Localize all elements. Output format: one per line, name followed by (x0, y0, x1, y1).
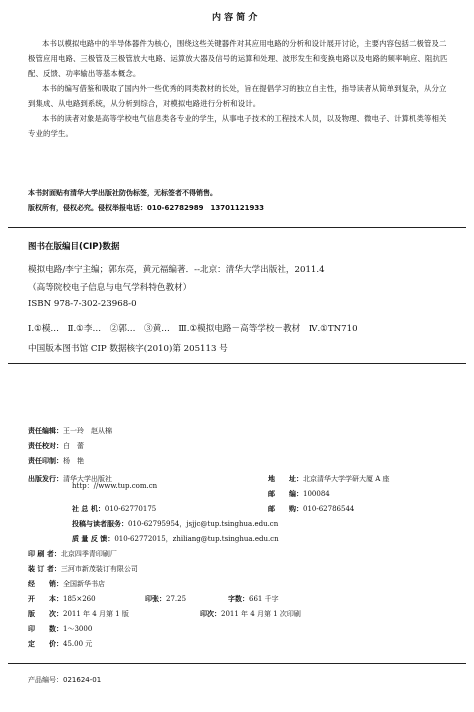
dist-value: 全国新华书店 (63, 580, 105, 588)
words-value: 661 千字 (249, 595, 279, 603)
cip-heading: 图书在版编目(CIP)数据 (28, 242, 120, 252)
proof-label: 责任校对： (28, 442, 63, 450)
intro-paragraph-2: 本书的编写借鉴和吸取了国内外一些优秀的同类教材的长处，旨在提倡学习的独立自主性，指导读者从简单到复杂，从分立到集成、从电路到系统，从分析到综合，对模拟电路进行分析和设计。 (28, 84, 447, 108)
mail-value: 010-62786544 (303, 505, 355, 513)
credit-sheets (145, 586, 186, 605)
words-label: 字数： (228, 595, 249, 603)
cip-classification: Ⅰ.①模… Ⅱ.①李… ②郭… ③黄… Ⅲ.①模拟电路－高等学校－教材 Ⅳ.①TN710 (28, 324, 358, 334)
anti-counterfeit-notice: 本书封面贴有清华大学出版社防伪标签，无标签者不得销售。 (28, 189, 217, 197)
credit-print-manager (28, 448, 84, 467)
address-label: 地 址： (268, 475, 303, 483)
publisher-website: http：//www.tup.com.cn (72, 482, 158, 490)
editor-value: 王一玲 赵从棉 (63, 427, 112, 435)
intro-paragraph-3: 本书的读者对象是高等学校电气信息类各专业的学生，从事电子技术的工程技术人员，以及物理、微电子、计算机类等相关专业的学生。 (28, 114, 447, 138)
cip-isbn: ISBN 978-7-302-23968-0 (28, 299, 137, 309)
price-label: 定 价： (28, 640, 63, 648)
intro-paragraph-1: 本书以模拟电路中的半导体器件为核心，围绕这些关键器件对其应用电路的分析和设计展开讨论，主要内容包括二极管及二极管应用电路、三极管及三极管放大电路、运算放大器及信号的运算和处理、波形发生和变换电路以及电路的频率响应、阻抗匹配、反馈、功率输出等基本概念。 (28, 39, 448, 78)
impression-label: 印次： (200, 610, 221, 618)
credit-price (28, 631, 92, 650)
format-label: 开 本： (28, 595, 63, 603)
switchboard-value: 010-62770175 (104, 505, 157, 513)
printer-value: 北京四季青印刷厂 (60, 550, 117, 558)
copyright-notice: 版权所有，侵权必究。侵权举报电话：010-62782989 13701121933 (28, 204, 265, 212)
intro-body (28, 36, 448, 141)
contrib-value: 010-62795954，jsjjc@tup.tsinghua.edu.cn (128, 520, 279, 528)
run-value: 1～3000 (63, 625, 93, 633)
credit-impression (200, 601, 301, 620)
cip-line-2: （高等院校电子信息与电气学科特色教材） (28, 283, 192, 293)
postcode-value: 100084 (303, 490, 330, 498)
print-label: 责任印制： (28, 457, 63, 465)
run-label: 印 数： (28, 625, 63, 633)
editor-label: 责任编辑： (28, 427, 63, 435)
edition-label: 版 次： (28, 610, 63, 618)
intro-title: 内 容 简 介 (212, 13, 258, 23)
postcode-label: 邮 编： (268, 490, 303, 498)
sheets-label: 印张： (145, 595, 166, 603)
product-code: 产品编号：021624-01 (28, 676, 102, 684)
quality-label: 质 量 反 馈： (72, 535, 115, 543)
publisher-value: 清华大学出版社 (63, 475, 112, 483)
publisher-label: 出版发行： (28, 475, 63, 483)
quality-value: 010-62772015，zhiliang@tup.tsinghua.edu.cn (114, 535, 279, 543)
address-value: 北京清华大学学研大厦 A 座 (303, 475, 390, 483)
format-value: 185×260 (63, 595, 96, 603)
price-value: 45.00 元 (63, 640, 93, 648)
credit-mail-order (268, 496, 354, 515)
divider-middle (8, 363, 466, 364)
print-value: 杨 艳 (63, 457, 84, 465)
switchboard-label: 社 总 机： (72, 505, 105, 513)
printer-label: 印 刷 者： (28, 550, 61, 558)
mail-label: 邮 购： (268, 505, 303, 513)
contrib-label: 投稿与读者服务： (72, 520, 128, 528)
cip-line-1: 模拟电路/李宁主编；郭东亮，黄元福编著．--北京：清华大学出版社，2011.4 (28, 265, 325, 275)
impression-value: 2011 年 4 月第 1 次印刷 (221, 610, 301, 618)
binder-label: 装 订 者： (28, 565, 61, 573)
dist-label: 经 销： (28, 580, 63, 588)
binder-value: 三河市新茂装订有限公司 (60, 565, 138, 573)
proof-value: 白 蕾 (63, 442, 84, 450)
sheets-value: 27.25 (166, 595, 187, 603)
edition-value: 2011 年 4 月第 1 版 (63, 610, 129, 618)
divider-top (8, 227, 466, 228)
cip-data-number: 中国版本图书馆 CIP 数据核字(2010)第 205113 号 (28, 344, 228, 354)
divider-bottom (8, 663, 466, 664)
